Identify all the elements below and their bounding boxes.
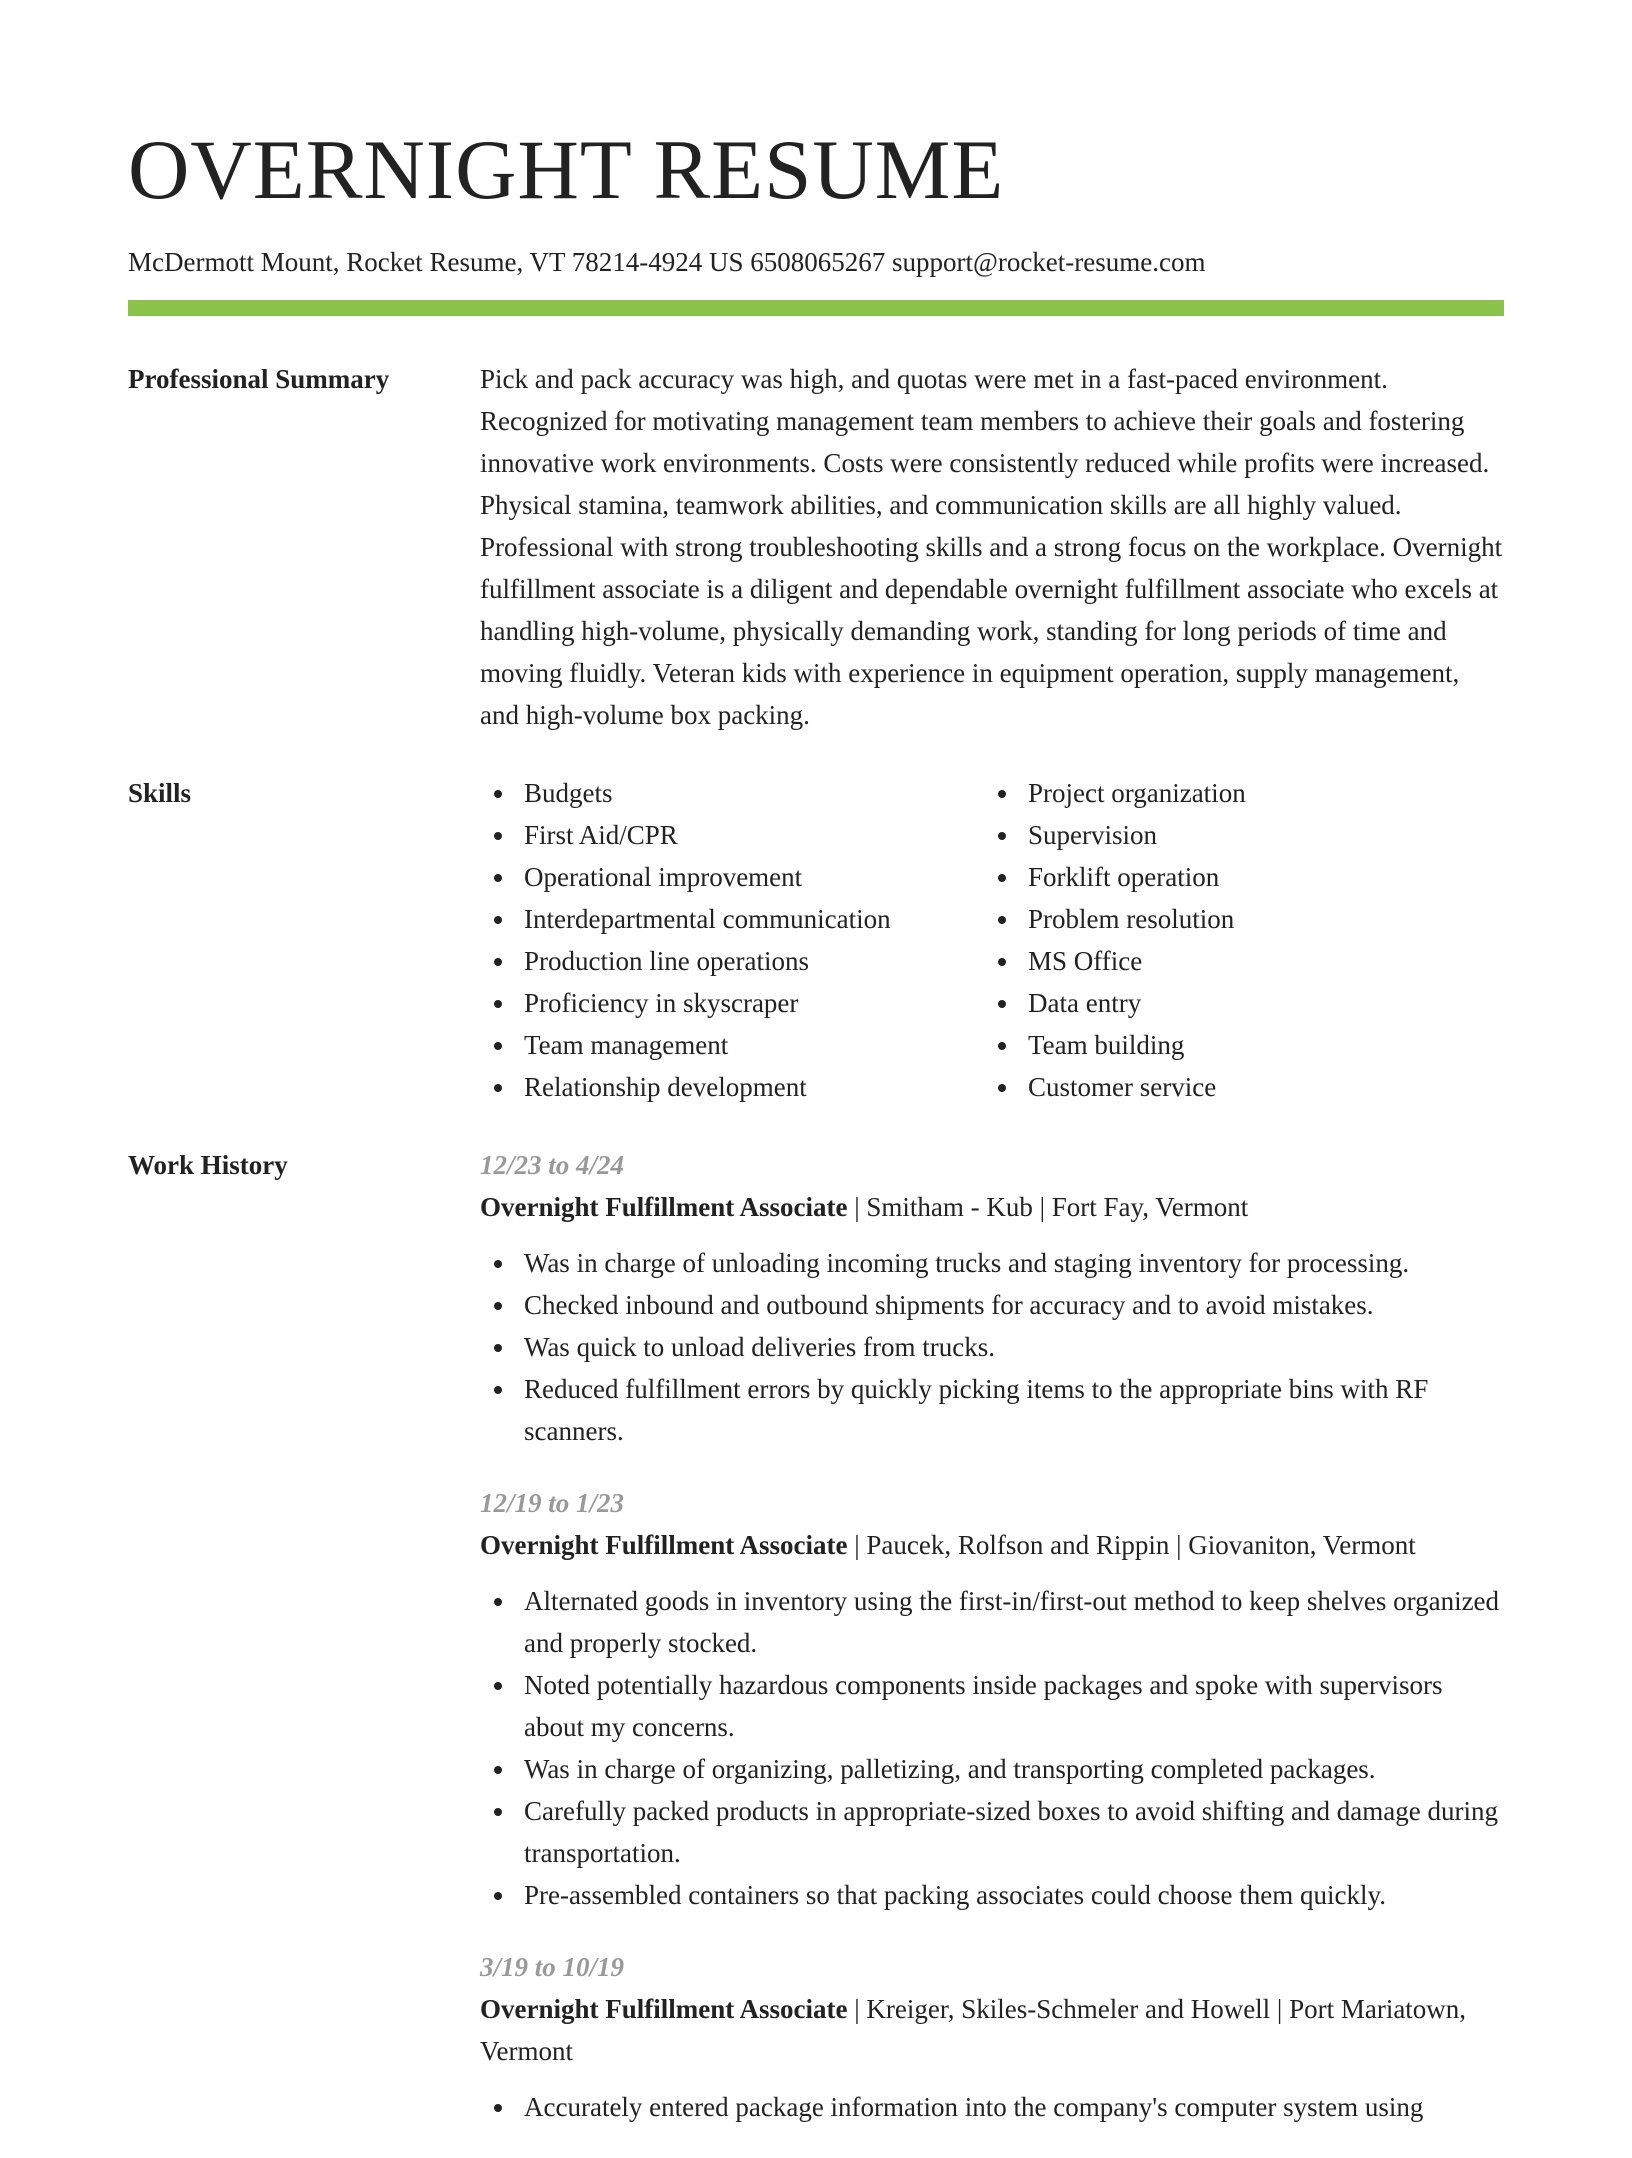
job-dates: 3/19 to 10/19 bbox=[480, 1952, 625, 1982]
job-bullet: Checked inbound and outbound shipments for accuracy and to avoid mistakes. bbox=[524, 1284, 1504, 1326]
job-bullet: Noted potentially hazardous components inside packages and spoke with supervisors about my concerns. bbox=[524, 1664, 1504, 1748]
skills-section bbox=[128, 772, 1504, 1108]
contact-line: McDermott Mount, Rocket Resume, VT 78214-4924 US 6508065267 support@rocket-resume.com bbox=[128, 247, 1206, 277]
job-title: Overnight Fulfillment Associate bbox=[480, 1192, 848, 1222]
skills-body bbox=[480, 772, 1504, 1108]
skill-item: Team management bbox=[524, 1024, 984, 1066]
summary-section bbox=[128, 358, 1504, 736]
skill-item: Project organization bbox=[1028, 772, 1488, 814]
skill-item: Supervision bbox=[1028, 814, 1488, 856]
job-details: | Kreiger, Skiles-Schmeler and Howell | Port Mariatown, Vermont bbox=[480, 1994, 1467, 2066]
job-title: Overnight Fulfillment Associate bbox=[480, 1530, 848, 1560]
skill-item: Team building bbox=[1028, 1024, 1488, 1066]
job-bullet: Reduced fulfillment errors by quickly picking items to the appropriate bins with RF scanners. bbox=[524, 1368, 1504, 1452]
job-bullet: Pre-assembled containers so that packing associates could choose them quickly. bbox=[524, 1874, 1504, 1916]
job-bullets bbox=[480, 2086, 1504, 2128]
skill-item: Production line operations bbox=[524, 940, 984, 982]
job-heading bbox=[480, 1186, 1504, 1228]
skills-right-column bbox=[984, 772, 1488, 1108]
skill-item: Problem resolution bbox=[1028, 898, 1488, 940]
skill-item: First Aid/CPR bbox=[524, 814, 984, 856]
job-bullet: Accurately entered package information into the company's computer system using bbox=[524, 2086, 1504, 2128]
skill-item: Interdepartmental communication bbox=[524, 898, 984, 940]
skill-item: Data entry bbox=[1028, 982, 1488, 1024]
job-bullet: Alternated goods in inventory using the first-in/first-out method to keep shelves organized and properly stocked. bbox=[524, 1580, 1504, 1664]
summary-heading: Professional Summary bbox=[128, 364, 390, 394]
skill-item: Forklift operation bbox=[1028, 856, 1488, 898]
job-bullet: Carefully packed products in appropriate-sized boxes to avoid shifting and damage during transportation. bbox=[524, 1790, 1504, 1874]
skill-item: Proficiency in skyscraper bbox=[524, 982, 984, 1024]
skills-heading: Skills bbox=[128, 778, 192, 808]
job-bullets bbox=[480, 1242, 1504, 1452]
work-history-section bbox=[128, 1144, 1504, 2158]
work-history-heading: Work History bbox=[128, 1150, 288, 1180]
job-bullet: Was in charge of unloading incoming trucks and staging inventory for processing. bbox=[524, 1242, 1504, 1284]
resume-page bbox=[128, 0, 1504, 2158]
job-heading bbox=[480, 1988, 1504, 2072]
job-bullets bbox=[480, 1580, 1504, 1916]
job-dates: 12/23 to 4/24 bbox=[480, 1150, 625, 1180]
job-bullet: Was in charge of organizing, palletizing, and transporting completed packages. bbox=[524, 1748, 1504, 1790]
work-history-body bbox=[480, 1144, 1504, 2158]
summary-body bbox=[480, 358, 1504, 736]
summary-text: Pick and pack accuracy was high, and quotas were met in a fast-paced environment. Recognized for motivating management team members to achieve their goals and fostering innovative work environments. Costs were consistently reduced while profits were increased. Physical stamina, teamwork abilities, and communication skills are all highly valued. Professional with strong troubleshooting skills and a strong focus on the workplace. Overnight fulfillment associate is a diligent and dependable overnight fulfillment associate who excels at handling high-volume, physically demanding work, standing for long periods of time and moving fluidly. Veteran kids with experience in equipment operation, supply management, and high-volume box packing. bbox=[480, 364, 1503, 730]
job-entry bbox=[480, 1144, 1504, 1452]
skills-left-column bbox=[480, 772, 984, 1108]
job-heading bbox=[480, 1524, 1504, 1566]
job-details: | Smitham - Kub | Fort Fay, Vermont bbox=[847, 1192, 1249, 1222]
resume-name: OVERNIGHT RESUME bbox=[128, 123, 1005, 217]
job-entry bbox=[480, 1946, 1504, 2128]
job-details: | Paucek, Rolfson and Rippin | Giovaniton, Vermont bbox=[847, 1530, 1416, 1560]
job-dates: 12/19 to 1/23 bbox=[480, 1488, 625, 1518]
skill-item: MS Office bbox=[1028, 940, 1488, 982]
job-bullet: Was quick to unload deliveries from trucks. bbox=[524, 1326, 1504, 1368]
job-entry bbox=[480, 1482, 1504, 1916]
skill-item: Operational improvement bbox=[524, 856, 984, 898]
skills-columns bbox=[480, 772, 1504, 1108]
skill-item: Customer service bbox=[1028, 1066, 1488, 1108]
accent-divider bbox=[128, 300, 1504, 316]
skill-item: Relationship development bbox=[524, 1066, 984, 1108]
job-title: Overnight Fulfillment Associate bbox=[480, 1994, 848, 2024]
skill-item: Budgets bbox=[524, 772, 984, 814]
